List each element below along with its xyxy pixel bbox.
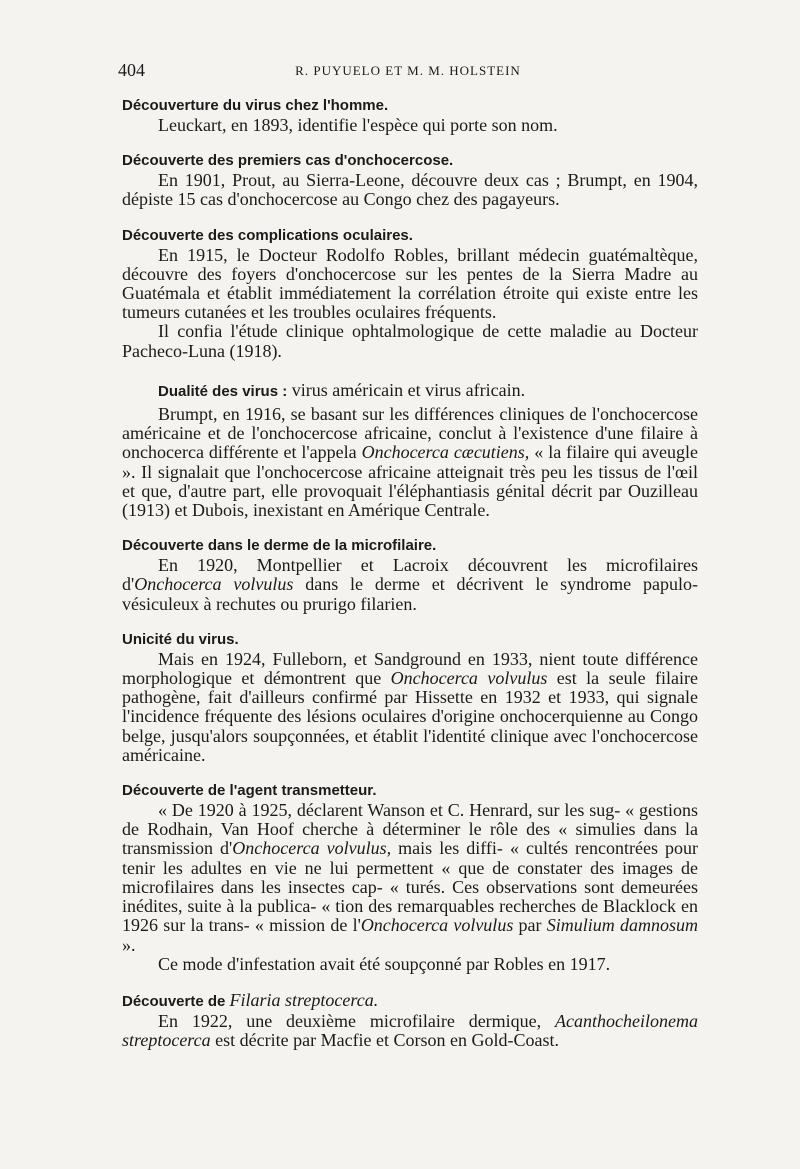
body-text — [122, 96, 698, 1050]
heading-rest: virus américain et virus africain. — [287, 379, 526, 400]
text-run: Brumpt, en 1916, se basant sur les différences cliniques de l'onchocercose américaine et de l'onchocercose africaine, conclut à l'existence d'une filaire à onchocerca différente et l'appela — [122, 404, 698, 463]
paragraph — [122, 556, 698, 614]
section-heading: Découverte dans le derme de la microfilaire. — [122, 537, 437, 555]
section-microfilaria-dermis — [122, 536, 698, 614]
section-heading: Découverture du virus chez l'homme. — [122, 97, 389, 114]
paragraph — [122, 405, 698, 520]
page-header — [118, 60, 698, 86]
paragraph: En 1901, Prout, au Sierra-Leone, découvre deux cas ; Brumpt, en 1904, dépiste 15 cas d'onchocercose au Congo chez des pagayeurs. — [122, 170, 698, 210]
species-name: Simulium damnosum — [546, 915, 699, 936]
paragraph: En 1915, le Docteur Rodolfo Robles, brillant médecin guatémaltèque, découvre des foyers d'onchocercose sur les pentes de la Sierra Madre au Guatémala et établit immédiatement la corrélation étroite qui existe entre les tumeurs cutanées et les troubles oculaires fréquents. — [122, 244, 698, 323]
paragraph-heading — [122, 381, 698, 401]
text-run: En 1922, une deuxième microfilaire dermique, — [158, 1010, 556, 1031]
paragraph — [122, 1012, 698, 1050]
text-run: est décrite par Macfie et Corson en Gold-Coast. — [210, 1030, 560, 1051]
paragraph — [122, 801, 698, 955]
text-run: est la seule filaire pathogène, fait d'ailleurs confirmé par Hissette en 1932 et 1933, qui signale l'incidence fréquente des lésions oculaires d'origine onchocerquienne au Congo belge, jusqu'alors soupçonnées, et établit l'identité clinique avec l'onchocercose américaine. — [122, 668, 698, 765]
section-virus-discovery — [122, 96, 698, 135]
section-heading: Découverte des complications oculaires. — [122, 226, 413, 244]
paragraph: Leuckart, en 1893, identifie l'espèce qui porte son nom. — [158, 115, 558, 135]
section-virus-duality — [122, 381, 698, 520]
text-run: mais les diffi- « cultés rencontrées pour tenir les adultes en vie ne lui permettent « que de constater des images de microfilaires dans les insectes cap- « turés. Ces observations sont demeurées inédites, suite à la publica- « tion des remarquables recherches de Blacklock en 1926 sur la trans- « mission de l' — [122, 838, 698, 936]
text-run: « De 1920 à 1925, déclarent Wanson et C. Henrard, sur les sug- « gestions de Rodhain, Van Hoof cherche à déterminer le rôle des « simulies dans la transmission d' — [122, 800, 698, 859]
species-name: Onchocerca volvulus — [390, 668, 548, 689]
text-run: ». — [122, 934, 136, 955]
species-name: Onchocerca volvulus, — [232, 838, 392, 859]
text-run: En 1920, Montpellier et Lacroix découvrent les microfilaires d' — [122, 555, 698, 595]
section-heading: Découverte de l'agent transmetteur. — [122, 782, 377, 800]
running-head: R. PUYUELO ET M. M. HOLSTEIN — [295, 63, 521, 78]
paragraph: Il confia l'étude clinique ophtalmologique de cette maladie au Docteur Pacheco-Luna (1918). — [122, 321, 698, 361]
paragraph: Ce mode d'infestation avait été soupçonné par Robles en 1917. — [158, 953, 611, 974]
section-ocular-complications — [122, 226, 698, 361]
text-run: « la filaire qui aveugle ». Il signalait que l'onchocercose africaine atteignait très peu les tissus de l'œil et que, d'autre part, elle provoquait l'éléphantiasis génital décrit par Ouzilleau (1913) et Dubois, inexistant en Amérique Centrale. — [122, 442, 698, 521]
section-heading: Dualité des virus : — [158, 382, 288, 400]
section-first-cases — [122, 151, 698, 209]
species-name: Onchocerca volvulus — [134, 574, 294, 595]
heading-text: Découverte de — [122, 992, 230, 1010]
section-transmitting-agent — [122, 781, 698, 974]
text-run: Mais en 1924, Fulleborn, et Sandground en 1933, nient toute différence morphologique et démontrent que — [122, 648, 698, 689]
section-heading — [122, 990, 698, 1012]
page-number: 404 — [118, 60, 145, 80]
section-heading: Découverte des premiers cas d'onchocercose. — [122, 152, 454, 170]
section-heading: Unicité du virus. — [122, 630, 239, 648]
species-name: Acanthocheilonema streptocerca — [122, 1010, 698, 1051]
paragraph — [122, 650, 698, 765]
section-filaria-streptocerca — [122, 990, 698, 1050]
section-virus-unicity — [122, 630, 698, 765]
species-name: Onchocerca cæcutiens, — [361, 442, 530, 463]
species-name: Onchocerca volvulus — [360, 915, 514, 936]
text-run: dans le derme et décrivent le syndrome papulo-vésiculeux à rechutes ou prurigo filarien. — [122, 574, 698, 614]
species-name: Filaria streptocerca. — [229, 989, 379, 1010]
text-run: par — [513, 915, 547, 936]
